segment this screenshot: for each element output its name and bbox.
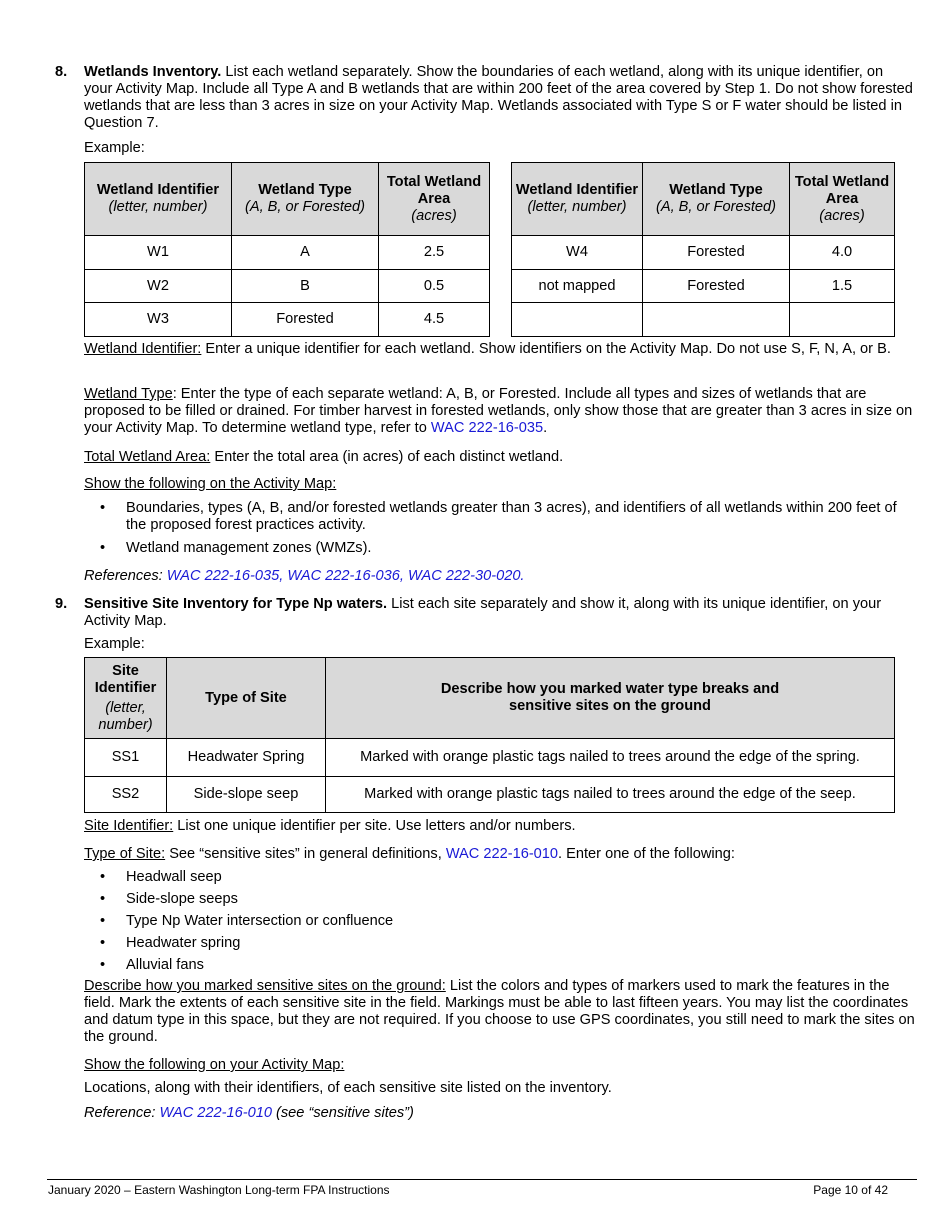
- section-8-bullets: [84, 500, 914, 557]
- wetland-table-left: [84, 162, 490, 337]
- site-type-bullets: [84, 869, 914, 974]
- header-wetland-type: Wetland Type (A, B, or Forested): [643, 163, 790, 236]
- section-8-example-label: Example:: [84, 140, 145, 156]
- header-site-identifier: Site Identifier (letter, number): [85, 658, 167, 739]
- sensitive-site-table: [84, 657, 895, 813]
- wetland-identifier-note: Wetland Identifier: Enter a unique identifier for each wetland. Show identifiers on the Activity Map. Do not use S, F, N, A, or B.: [84, 341, 891, 357]
- list-item: • Headwall seep: [84, 869, 914, 886]
- header-describe-marking: Describe how you marked water type breaks and sensitive sites on the ground: [326, 658, 895, 739]
- site-identifier-note: Site Identifier: List one unique identifier per site. Use letters and/or numbers.: [84, 818, 576, 834]
- wac-link[interactable]: WAC 222-16-010: [445, 846, 559, 862]
- section-9-reference: Reference: WAC 222-16-010 (see “sensitive sites”): [84, 1105, 414, 1121]
- section-9-example-label: Example:: [84, 636, 145, 652]
- footer-document-title: January 2020 – Eastern Washington Long-term FPA Instructions: [48, 1183, 390, 1197]
- section-9-title: Sensitive Site Inventory for Type Np waters.: [84, 596, 388, 612]
- header-wetland-identifier: Wetland Identifier (letter, number): [512, 163, 643, 236]
- header-total-wetland-area: Total Wetland Area (acres): [790, 163, 895, 236]
- footer-page-number: Page 10 of 42: [813, 1183, 888, 1197]
- show-on-map-heading: Show the following on your Activity Map:: [84, 1057, 345, 1073]
- section-8-references: References: WAC 222-16-035, WAC 222-16-036, WAC 222-30-020.: [84, 568, 525, 584]
- wetland-type-note: Wetland Type: Enter the type of each separate wetland: A, B, or Forested. Include all types and sizes of wetlands that are proposed to be filled or drained. For timber harvest in forested wetlands, only show those that are greater than 3 acres in size on your Activity Map. To determine wetland type, refer to WAC 222-16-035.: [84, 386, 913, 436]
- show-on-map-text: Locations, along with their identifiers, of each sensitive site listed on the inventory.: [84, 1080, 612, 1096]
- show-on-map-heading: Show the following on the Activity Map:: [84, 476, 337, 492]
- list-item: • Boundaries, types (A, B, and/or forested wetlands greater than 3 acres), and identifiers of all wetlands within 200 feet of the proposed forest practices activity.: [84, 500, 914, 534]
- table-row: W1 A 2.5: [85, 236, 490, 270]
- table-row: not mapped Forested 1.5: [512, 270, 895, 303]
- wac-link[interactable]: WAC 222-16-035: [430, 420, 544, 436]
- table-row: [512, 303, 895, 337]
- describe-marking-note: Describe how you marked sensitive sites on the ground: List the colors and types of markers used to mark the features in the field. Mark the extents of each sensitive site in the field. Markings must be able to last fifteen years. You may list the coordinates and datum type in this space, but they are not required. If you choose to use GPS coordinates, you still need to mark the sites on the ground.: [84, 978, 915, 1045]
- table-row: W2 B 0.5: [85, 270, 490, 303]
- section-9-intro: Sensitive Site Inventory for Type Np waters. List each site separately and show it, along with its unique identifier, on your Activity Map.: [84, 596, 882, 629]
- footer-divider: [47, 1179, 917, 1180]
- total-area-note: Total Wetland Area: Enter the total area (in acres) of each distinct wetland.: [84, 449, 564, 465]
- list-item: • Headwater spring: [84, 935, 914, 952]
- list-item: • Wetland management zones (WMZs).: [84, 540, 914, 557]
- section-8-intro: Wetlands Inventory. List each wetland separately. Show the boundaries of each wetland, along with its unique identifier, on your Activity Map. Include all Type A and B wetlands that are within 200 feet of the area covered by Step 1. Do not show forested wetlands that are less than 3 acres in size on your Activity Map. Wetlands associated with Type S or F water should be listed in Question 7.: [84, 64, 913, 131]
- table-row: W3 Forested 4.5: [85, 303, 490, 337]
- section-8-title: Wetlands Inventory.: [84, 64, 222, 80]
- section-9-number: 9.: [55, 596, 68, 612]
- wac-link[interactable]: WAC 222-16-035, WAC 222-16-036, WAC 222-30-020.: [166, 568, 525, 584]
- section-8-number: 8.: [55, 64, 68, 80]
- header-type-of-site: Type of Site: [167, 658, 326, 739]
- header-wetland-type: Wetland Type (A, B, or Forested): [232, 163, 379, 236]
- list-item: • Alluvial fans: [84, 957, 914, 974]
- header-total-wetland-area: Total Wetland Area (acres): [379, 163, 490, 236]
- wetland-table-right: [511, 162, 895, 337]
- table-row: SS2 Side-slope seep Marked with orange plastic tags nailed to trees around the edge of the seep.: [85, 777, 895, 813]
- list-item: • Side-slope seeps: [84, 891, 914, 908]
- table-row: SS1 Headwater Spring Marked with orange plastic tags nailed to trees around the edge of the spring.: [85, 739, 895, 777]
- header-wetland-identifier: Wetland Identifier (letter, number): [85, 163, 232, 236]
- table-row: W4 Forested 4.0: [512, 236, 895, 270]
- type-of-site-note: Type of Site: See “sensitive sites” in general definitions, WAC 222-16-010. Enter one of the following:: [84, 846, 735, 862]
- wac-link[interactable]: WAC 222-16-010: [159, 1105, 272, 1121]
- list-item: • Type Np Water intersection or confluence: [84, 913, 914, 930]
